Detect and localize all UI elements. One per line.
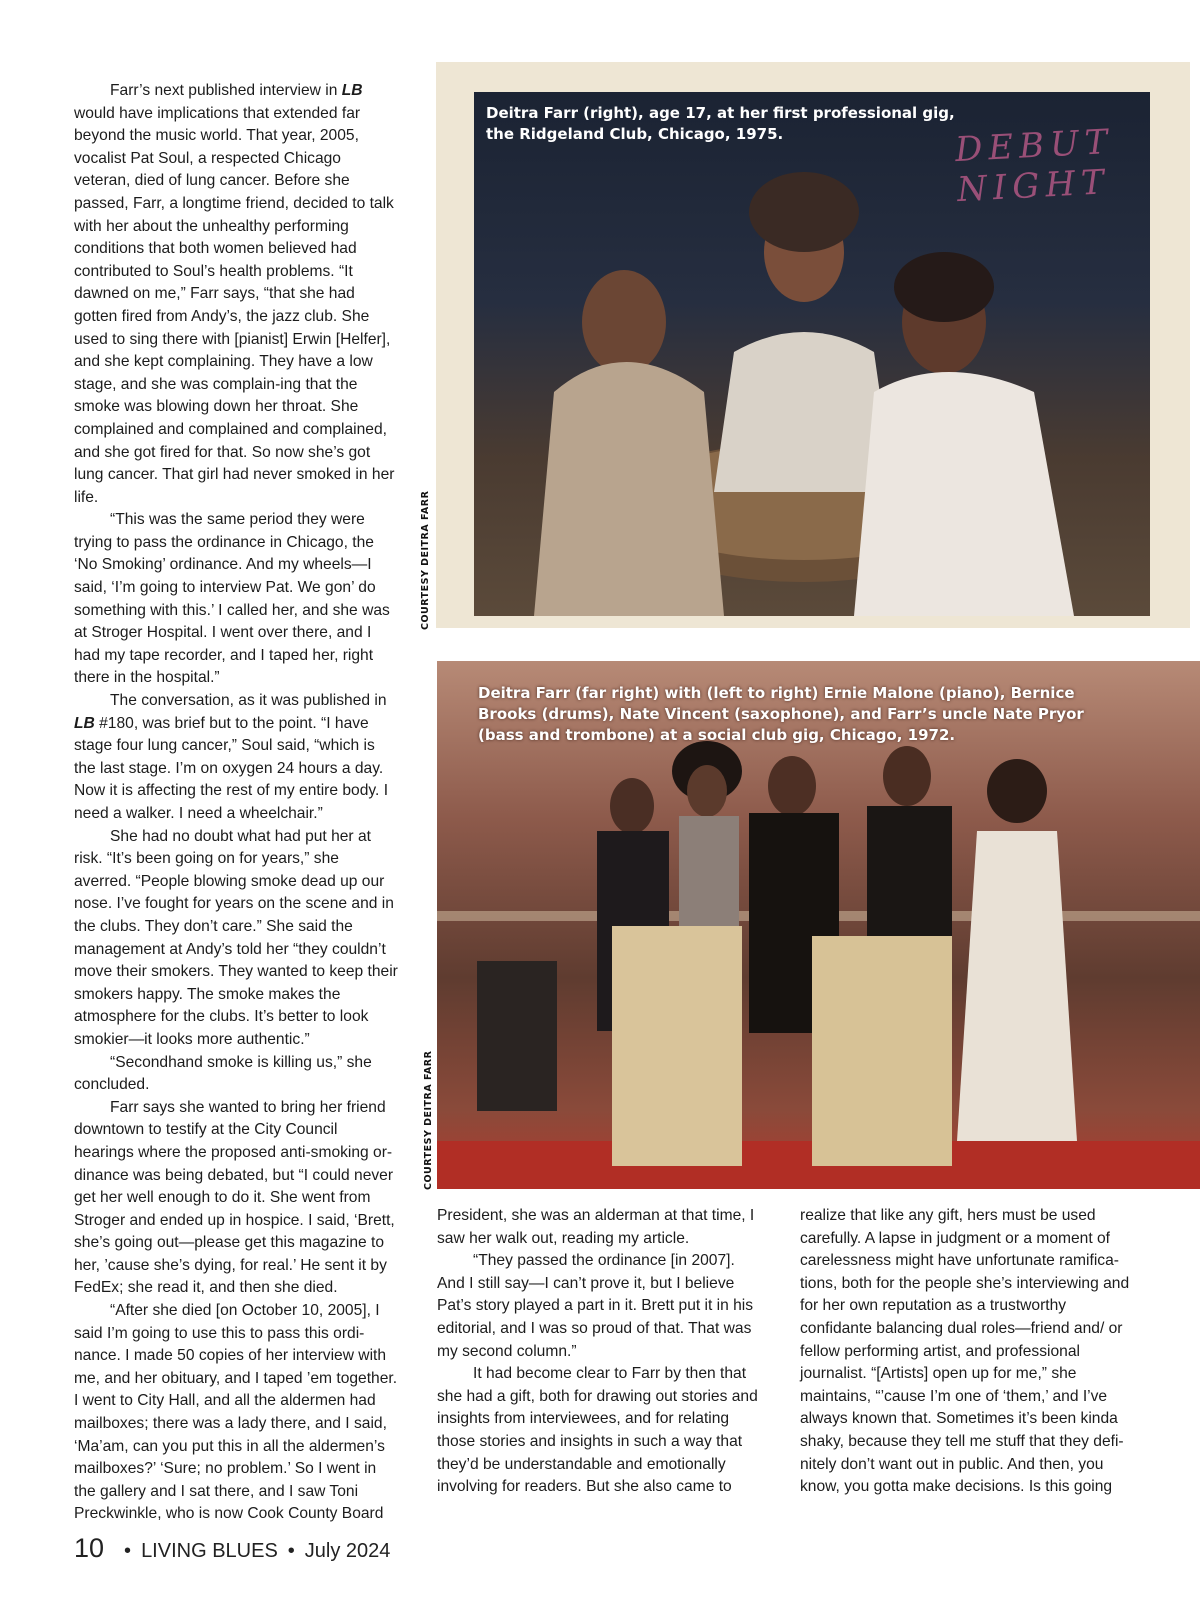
paragraph: “Secondhand smoke is killing us,” she concluded.	[74, 1053, 372, 1094]
page-footer	[74, 1533, 390, 1564]
photo-ridgeland-club	[436, 62, 1190, 628]
paragraph: She had no doubt what had put her at risk. “It’s been going on for years,” she averred. “People blowing smoke dead up our nose. I’ve fought for years on the scene and in the clubs. They don’t care.” She said the management at Andy’s told her “they couldn’t move their smokers. They wanted to keep their smokers happy. The smoke makes the atmosphere for the clubs. It’s better to look smokier—it looks more authentic.”	[74, 827, 398, 1048]
lb-abbrev: LB	[74, 714, 95, 732]
paragraph: “This was the same period they were trying to pass the ordinance in Chicago, the ‘No Smoking’ ordinance. And my wheels—I said, ‘I’m going to interview Pat. We gon’ do something with this.’ I called her, and she was at Stroger Hospital. I went over there, and I had my tape recorder, and I taped her, right there in the hospital.”	[74, 511, 390, 687]
page-number: 10	[74, 1533, 105, 1563]
paragraph: “After she died [on October 10, 2005], I said I’m going to use this to pass this ordi-nance. I made 50 copies of her interview with me, and her obituary, and I taped ’em together. I went to City Hall, and all the aldermen had mailboxes; there was a lady there, and I said, ‘Ma’am, can you put this in all the aldermen’s mailboxes?’ ‘Sure; no problem.’ So I went in the gallery and I sat there, and I saw Toni Preckwinkle, who is now Cook County Board	[74, 1302, 398, 1523]
article-column-right	[800, 1205, 1130, 1499]
magazine-name: LIVING BLUES	[141, 1540, 278, 1562]
paragraph: Farr’s next published interview in LB would have implications that extended far beyond the music world. That year, 2005, vocalist Pat Soul, a respected Chicago veteran, died of lung cancer. Before she passed, Farr, a longtime friend, decided to talk with her about the unhealthy performing conditions that both women believed had contributed to Soul’s health problems. “It dawned on me,” Farr says, “that she had gotten fired from Andy’s, the jazz club. She used to sing there with [pianist] Erwin [Helfer], and she kept complaining. They have a low stage, and she was complain-ing that the smoke was blowing down her throat. She complained and complained and complained, and she got fired for that. So now she’s got lung cancer. That girl had never smoked in her life.	[74, 82, 395, 506]
paragraph: President, she was an alderman at that time, I saw her walk out, reading my article.	[437, 1207, 755, 1247]
article-column-left	[74, 80, 398, 1526]
paragraph: The conversation, as it was published in LB #180, was brief but to the point. “I have stage four lung cancer,” Soul said, “which is the last stage. I’m on oxygen 24 hours a day. Now it is affecting the rest of my entire body. I need a walker. I need a wheelchair.”	[74, 692, 389, 822]
handwritten-note: DEBUT NIGHT	[954, 121, 1115, 211]
photo-caption: Deitra Farr (right), age 17, at her first professional gig, the Ridgeland Club, Chicago, 1975.	[486, 104, 955, 143]
lb-abbrev: LB	[341, 82, 363, 99]
photo-caption: Deitra Farr (far right) with (left to right) Ernie Malone (piano), Bernice Brooks (drums), Nate Vincent (saxophone), and Farr’s uncle Nate Pryor (bass and trombone) at a social club gig, Chicago, 1972.	[478, 684, 1084, 744]
photo-credit: COURTESY DEITRA FARR	[423, 1050, 434, 1190]
photo-credit: COURTESY DEITRA FARR	[420, 490, 431, 630]
paragraph: “They passed the ordinance [in 2007]. And I still say—I can’t prove it, but I believe Pat’s story played a part in it. Brett put it in his editorial, and I was so proud of that. That was my second column.”	[437, 1252, 754, 1360]
paragraph: It had become clear to Farr by then that she had a gift, both for drawing out stories and insights from interviewees, and for relating those stories and insights in such a way that they’d be understandable and emotionally involving for readers. But she also came to	[437, 1365, 758, 1496]
separator: •	[287, 1540, 295, 1562]
paragraph: realize that like any gift, hers must be used carefully. A lapse in judgment or a moment of carelessness might have unfortunate ramifica-tions, both for the people she’s interviewing and for her own reputation as a trustworthy confidante balancing dual roles—friend and/ or fellow performing artist, and professional journalist. “[Artists] open up for me,” she maintains, “’cause I’m one of ‘them,’ and I’ve always known that. Sometimes it’s been kinda shaky, because they tell me stuff that they defi-nitely don’t want out in public. And then, you know, you gotta make decisions. Is this going	[800, 1207, 1130, 1496]
article-column-middle	[437, 1205, 762, 1499]
separator: •	[124, 1540, 132, 1562]
issue-date: July 2024	[304, 1540, 391, 1562]
paragraph: Farr says she wanted to bring her friend downtown to testify at the City Council hearings where the proposed anti-smoking or-dinance was being debated, but “I could never get her well enough to do it. She went from Stroger and ended up in hospice. I said, ‘Brett, she’s going out—please get this magazine to her, ’cause she’s dying, for real.’ He sent it by FedEx; she read it, and then she died.	[74, 1098, 395, 1297]
